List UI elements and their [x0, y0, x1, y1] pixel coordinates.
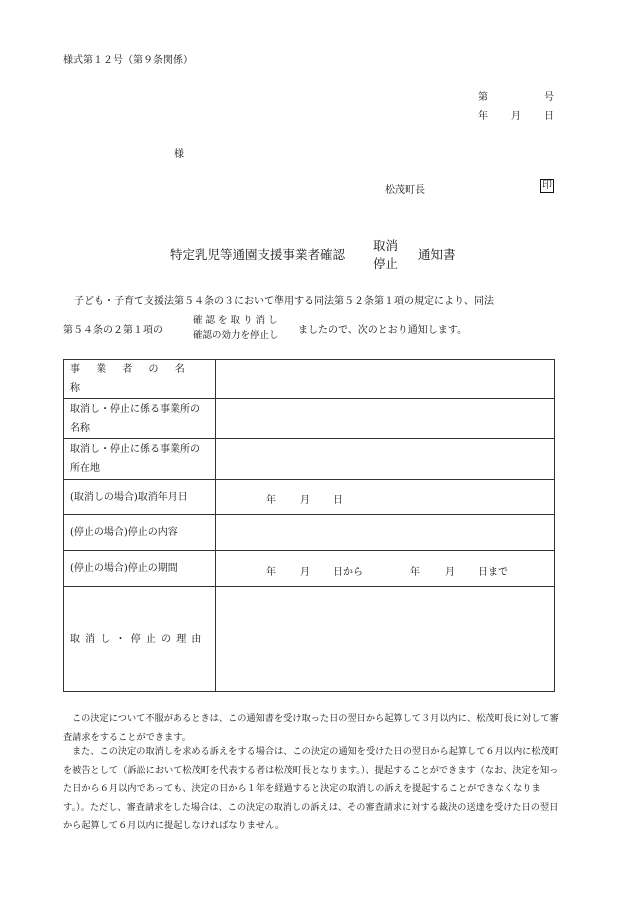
document-title-suffix: 通知書 [418, 247, 456, 262]
cancel-date-month: 月 [300, 495, 310, 506]
period-to-day: 日まで [478, 567, 508, 578]
title-option-cancel: 取消 [373, 238, 399, 253]
table-row [64, 439, 555, 480]
date-month: 月 [511, 111, 521, 122]
label-facility-name: 取消し・停止に係る事業所の名称 [64, 399, 216, 439]
value-facility-address[interactable] [216, 439, 555, 480]
period-from-year: 年 [266, 567, 276, 578]
form-number: 様式第１２号（第９条関係） [63, 55, 193, 66]
value-suspend-period[interactable] [216, 551, 555, 587]
period-to-month: 月 [445, 567, 455, 578]
date-year: 年 [478, 111, 488, 122]
table-row [64, 360, 555, 399]
table-row [64, 515, 555, 551]
label-facility-address: 取消し・停止に係る事業所の所在地 [64, 439, 216, 480]
period-from-month: 月 [300, 567, 310, 578]
table-row [64, 587, 555, 692]
label-operator-name: 事 業 者 の 名 称 [64, 360, 216, 399]
cancel-date-day: 日 [333, 495, 343, 506]
label-reason: 取 消 し ・ 停 止 の 理 由 [64, 587, 216, 692]
table-row [64, 399, 555, 439]
intro-line-2-suffix: ましたので、次のとおり通知します。 [298, 325, 467, 336]
label-cancel-date: (取消しの場合)取消年月日 [64, 480, 216, 515]
document-title-main: 特定乳児等通園支援事業者確認 [170, 247, 346, 262]
date-day: 日 [544, 111, 554, 122]
label-suspend-period: (停止の場合)停止の期間 [64, 551, 216, 587]
seal-mark: 印 [542, 180, 552, 191]
period-from-day: 日から [333, 567, 363, 578]
appeal-notice-paragraph: この決定について不服があるときは、この通知書を受け取った日の翌日から起算して３月以内に、松茂町長に対して審査請求をすることができます。 [63, 713, 559, 743]
lawsuit-notice-paragraph: また、この決定の取消しを求める訴えをする場合は、この決定の通知を受けた日の翌日から起算して６月以内に松茂町を被告として（訴訟において松茂町を代表する者は松茂町長となります。）、提起することができます（なお、決定を知った日から６月以内であっても、決定の日から１年を経過すると決定の取消しの訴えを提起することができなくなります。）。ただし、審査請求をした場合は、この決定の取消しの訴えは、その審査請求に対する裁決の送達を受けた日の翌日から起算して６月以内に提起しなければなりません。 [63, 746, 559, 831]
notice-table [63, 359, 555, 692]
document-number-suffix: 号 [544, 92, 554, 103]
value-reason[interactable] [216, 587, 555, 692]
value-facility-name[interactable] [216, 399, 555, 439]
cancel-date-year: 年 [266, 495, 276, 506]
value-cancel-date[interactable] [216, 480, 555, 515]
intro-line-1: 子ども・子育て支援法第５４条の３において準用する同法第５２条第１項の規定により、同法 [74, 296, 494, 307]
table-row [64, 480, 555, 515]
table-row [64, 551, 555, 587]
document-number-prefix: 第 [478, 92, 488, 103]
sender-title: 松茂町長 [385, 185, 425, 196]
intro-choice-suspend: 確認の効力を停止し [193, 330, 279, 341]
intro-line-2-prefix: 第５４条の２第１項の [63, 325, 163, 336]
intro-choice-cancel: 確 認 を 取 り 消 し [193, 315, 278, 326]
title-option-suspend: 停止 [373, 256, 399, 271]
period-to-year: 年 [410, 567, 420, 578]
value-operator-name[interactable] [216, 360, 555, 399]
value-suspend-content[interactable] [216, 515, 555, 551]
recipient-honorific: 様 [174, 149, 184, 160]
label-suspend-content: (停止の場合)停止の内容 [64, 515, 216, 551]
